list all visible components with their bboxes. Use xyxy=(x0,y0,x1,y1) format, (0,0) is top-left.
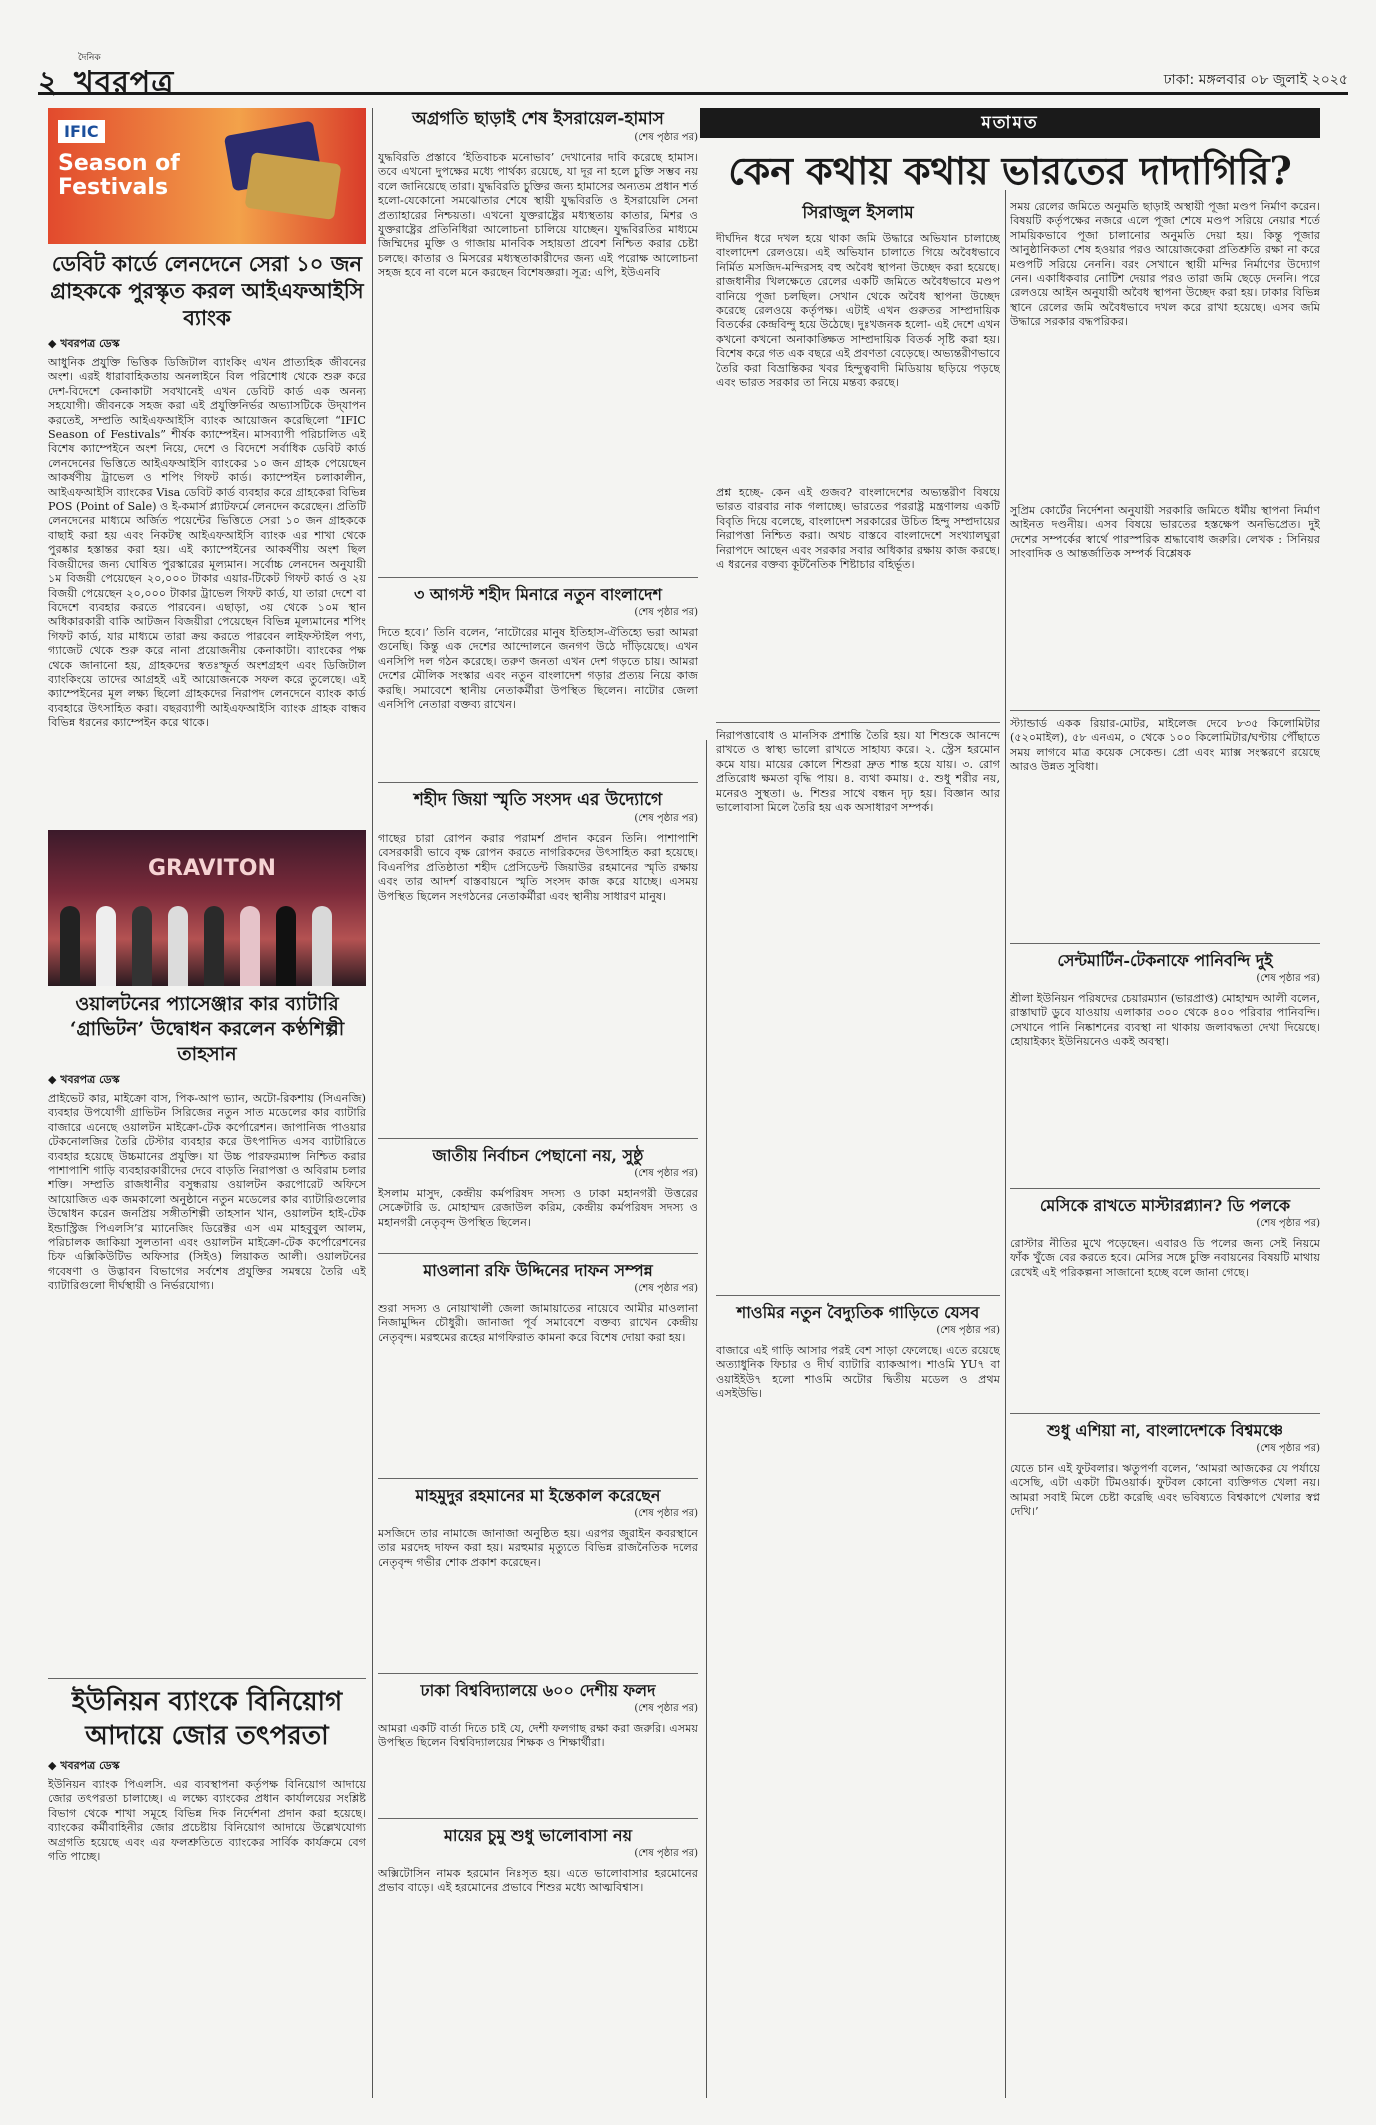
divider xyxy=(378,1818,698,1819)
headline: শুধু এশিয়া না, বাংলাদেশকে বিশ্বমঞ্চে xyxy=(1047,1421,1283,1440)
masthead xyxy=(38,53,1348,100)
continued-label: (শেষ পৃষ্ঠার পর) xyxy=(634,607,698,618)
continued-label: (শেষ পৃষ্ঠার পর) xyxy=(1256,1218,1320,1229)
article-body: রোস্টার নীতির মুখে পড়েছেন। এবারও ডি পলের জন্য সেই নিয়মে ফাঁক খুঁজে বের করতে হবে। মেসির সঙ্গে চুক্তি নবায়নের বিষয়টি মাথায় রেখেই এই পরিকল্পনা সাজানো হচ্ছে বলে জানা গেছে। xyxy=(1010,1237,1320,1279)
column-divider xyxy=(372,108,373,2098)
opinion-column-right xyxy=(1010,200,1320,1612)
article-body: আমরা একটি বার্তা দিতে চাই যে, দেশী ফলগাছ রক্ষা করা জরুরি। এসময় উপস্থিত ছিলেন বিশ্ববিদ্যালয়ের শিক্ষক ও শিক্ষার্থীরা। xyxy=(378,1722,698,1750)
headline: ডেবিট কার্ডে লেনদেনে সেরা ১০ জন গ্রাহককে পুরস্কৃত করল আইএফআইসি ব্যাংক xyxy=(50,251,364,330)
article-body: ইউনিয়ন ব্যাংক পিএলসি. এর ব্যবস্থাপনা কর্তৃপক্ষ বিনিয়োগ আদায়ে জোর তৎপরতা চালাচ্ছে। এ লক্ষ্যে ব্যাংকের প্রধান কার্যালয়ের সংশ্লিষ্ট বিভাগ থেকে শাখা সমূহে বিভিন্ন দিক নির্দেশনা প্রদান করা হয়েছে। ব্যাংকের কর্মীবাহিনীর জোর প্রচেষ্টায় বিনিয়োগ আদায়ে উল্লেখযোগ্য অগ্রগতি হয়েছে এবং এর ফলশ্রুতিতে ব্যাংকের সার্বিক কার্যক্রমে বেগ গতি পাচ্ছে। xyxy=(48,1778,366,1864)
photo-backdrop-text: GRAVITON xyxy=(148,856,276,881)
article-body: প্রাইভেট কার, মাইক্রো বাস, পিক-আপ ভ্যান, অটো-রিকশায় (সিএনজি) ব্যবহার উপযোগী গ্রাভিটন সিরিজের নতুন সাত মডেলের কার ব্যাটারি বাজারে এনেছে ওয়ালটন মাইক্রো-টেক কর্পোরেশন। জাপানিজ পাওয়ার টেকনোলজির তৈরি টেস্টার ব্যবহার করে উৎপাদিত এসব ব্যাটারিতে ব্যবহার হয়েছে উচ্চমানের প্রযুক্তি। যা উচ্চ পারফরম্যান্স নিশ্চিত করার পাশাপাশি গাড়ি ব্যবহারকারীদের দেবে বাড়তি নিরাপত্তা ও অবিরাম চলার শক্তি। সম্প্রতি রাজধানীর বসুন্ধরায় ওয়ালটন করপোরেট অফিসে আয়োজিত এক জমকালো অনুষ্ঠানে নতুন মডেলের কার ব্যাটারিগুলোর উদ্বোধন করেন জনপ্রিয় সঙ্গীতশিল্পী তাহসান খান, ওয়ালটন হাই-টেক ইন্ডাস্ট্রিজ পিএলসি’র ম্যানেজিং ডিরেক্টর এস এম মাহবুবুল আলম, পরিচালক জাকিয়া সুলতানা এবং ওয়ালটন মাইক্রো-টেক কর্পোরেশনের চিফ এক্সিকিউটিভ অফিসার (সিইও) লিয়াকত আলী। ওয়ালটনের গবেষণা ও উদ্ভাবন বিভাগের সর্বশেষ প্রযুক্তির সমন্বয়ে তৈরি এই ব্যাটারিগুলো দীর্ঘস্থায়ী ও নির্ভরযোগ্য। xyxy=(48,1092,366,1293)
article-body: সময় রেলের জমিতে অনুমতি ছাড়াই অস্থায়ী পূজা মণ্ডপ নির্মাণ করেন। বিষয়টি কর্তৃপক্ষের নজরে এলে পূজা শেষে মণ্ডপ সরিয়ে নেয়ার শর্তে সাময়িকভাবে পূজা চালানোর অনুমতি দেয়া হয়। কিন্তু পূজার আনুষ্ঠানিকতা শেষ হওয়ার পরও আয়োজকেরা প্রতিশ্রুতি রক্ষা না করে মণ্ডপটি সরিয়ে নেননি। বরং সেখানে স্থায়ী মন্দির নির্মাণের উদ্যোগ নেন। একাধিকবার নোটিশ দেয়ার পরও তারা জমি ছেড়ে দেননি। পরে রেলওয়ে আইন অনুযায়ী অবৈধ স্থাপনা উচ্ছেদ করা হয়। ঢাকার বিভিন্ন স্থানে রেলের জমি অবৈধভাবে দখল করে রাখা হয়েছে। এসব জমি উদ্ধারে সরকার বদ্ধপরিকর। xyxy=(1010,200,1320,329)
byline: ◆ খবরপত্র ডেস্ক xyxy=(48,1073,120,1086)
headline: ইউনিয়ন ব্যাংকে বিনিয়োগ আদায়ে জোর তৎপরতা xyxy=(71,1687,343,1751)
continued-label: (শেষ পৃষ্ঠার পর) xyxy=(634,1168,698,1179)
headline: জাতীয় নির্বাচন পেছানো নয়, সুষ্ঠু xyxy=(432,1146,644,1165)
continued-label: (শেষ পৃষ্ঠার পর) xyxy=(936,1325,1000,1336)
divider xyxy=(378,782,698,783)
article-body: অক্সিটোসিন নামক হরমোন নিঃসৃত হয়। এতে ভালোবাসার হরমোনের প্রভাব বাড়ে। এই হরমোনের প্রভাবে শিশুর মধ্যে আত্মবিশ্বাস। xyxy=(378,1867,698,1895)
continued-label: (শেষ পৃষ্ঠার পর) xyxy=(1256,973,1320,984)
column-2 xyxy=(378,108,698,1911)
divider xyxy=(378,577,698,578)
continued-label: (শেষ পৃষ্ঠার পর) xyxy=(634,1508,698,1519)
divider xyxy=(1010,1413,1320,1414)
page-number: ২ xyxy=(38,65,58,100)
article-body: সুপ্রিম কোর্টের নির্দেশনা অনুযায়ী সরকারি জমিতে ধর্মীয় স্থাপনা নির্মাণ আইনত দণ্ডনীয়। এসব বিষয়ে ভারতের হস্তক্ষেপ অনভিপ্রেত। দুই দেশের সম্পর্কের স্বার্থে পারস্পরিক শ্রদ্ধাবোধ জরুরি। লেখক : সিনিয়র সাংবাদিক ও আন্তর্জাতিক সম্পর্ক বিশ্লেষক xyxy=(1010,504,1320,561)
headline: সেন্টমার্টিন-টেকনাফে পানিবন্দি দুই xyxy=(1057,951,1273,970)
article-body: স্ট্যান্ডার্ড একক রিয়ার-মোটর, মাইলেজ দেবে ৮৩৫ কিলোমিটার (৫২০মাইল), ৫৮ এনএম, ০ থেকে ১০০ কিলোমিটার/ঘণ্টায় পৌঁছাতে সময় লাগবে মাত্র কয়েক সেকেন্ড। প্রো এবং ম্যাক্স সংস্করণে রয়েছে আরও উন্নত সুবিধা। xyxy=(1010,717,1320,774)
continued-label: (শেষ পৃষ্ঠার পর) xyxy=(634,1848,698,1859)
article-body: যেতে চান এই ফুটবলার। ঋতুপর্ণা বলেন, ‘আমরা আজকের যে পর্যায়ে এসেছি, এটা একটা টিমওয়ার্ক। ফুটবল কোনো ব্যক্তিগত খেলা নয়। আমরা সবাই মিলে চেষ্টা করেছি এবং ভবিষ্যতে বিশ্বকাপে খেলার স্বপ্ন দেখি।’ xyxy=(1010,1462,1320,1519)
headline: ৩ আগস্ট শহীদ মিনারে নতুন বাংলাদেশ xyxy=(413,585,663,604)
issue-date: ঢাকা: মঙ্গলবার ০৮ জুলাই ২০২৫ xyxy=(1163,72,1348,88)
article-body: বাজারে এই গাড়ি আসার পরই বেশ সাড়া ফেলেছে। এতে রয়েছে অত্যাধুনিক ফিচার ও দীর্ঘ ব্যাটারি ব্যাকআপ। শাওমি YU৭ বা ওয়াইইউ৭ হলো শাওমি অটোর দ্বিতীয় মডেল ও প্রথম এসইউভি। xyxy=(716,1344,1000,1401)
divider xyxy=(1010,943,1320,944)
headline: মেসিকে রাখতে মাস্টারপ্ল্যান? ডি পলকে xyxy=(1039,1196,1291,1215)
article-body: গাছের চারা রোপন করার পরামর্শ প্রদান করেন তিনি। পাশাপাশি বেসরকারী ভাবে বৃক্ষ রোপন করতে নাগরিকদের উৎসাহিত করা হয়েছে। বিএনপির প্রতিষ্ঠাতা শহীদ প্রেসিডেন্ট জিয়াউর রহমানের স্মৃতি রক্ষায় এবং তার আদর্শ বাস্তবায়নে স্মৃতি সংসদ কাজ করে যাচ্ছে। এসময় উপস্থিত ছিলেন সংগঠনের নেতাকর্মীরা এবং স্থানীয় সাধারণ মানুষ। xyxy=(378,832,698,903)
divider xyxy=(48,1678,366,1679)
headline: মাওলানা রফি উদ্দিনের দাফন সম্পন্ন xyxy=(423,1261,653,1280)
column-divider xyxy=(1005,190,1006,2098)
divider xyxy=(378,1478,698,1479)
ific-logo: IFIC xyxy=(58,120,105,143)
person-figure xyxy=(276,906,296,986)
continued-label: (শেষ পৃষ্ঠার পর) xyxy=(634,132,698,143)
opinion-author: সিরাজুল ইসলাম xyxy=(802,203,914,223)
debit-card-image xyxy=(245,152,342,220)
person-figure xyxy=(60,906,80,986)
article-body: দিতে হবে।’ তিনি বলেন, ‘নাটোরের মানুষ ইতিহাস-ঐতিহ্যে ভরা আমরা গুনেছি। কিন্তু এক দেশের আন্দোলনে জনগণ উঠে দাঁড়িয়েছে। এখন এনসিপি দল গঠন করেছে। তরুণ জনতা এখন দেশ গড়তে চায়। আমরা দেশের মৌলিক সংস্কার এবং নতুন বাংলাদেশ গড়ার প্রত্যয় নিয়ে কাজ করছি। সমাবেশে স্থানীয় নেতাকর্মীরা উপস্থিত ছিলেন। নাটোর জেলা এনসিপি নেতারা বক্তব্য রাখেন। xyxy=(378,626,698,712)
event-photo xyxy=(48,830,366,986)
person-figure xyxy=(204,906,224,986)
headline: মায়ের চুমু শুধু ভালোবাসা নয় xyxy=(443,1826,632,1845)
byline: ◆ খবরপত্র ডেস্ক xyxy=(48,1759,120,1772)
person-figure xyxy=(132,906,152,986)
headline: ওয়ালটনের প্যাসেঞ্জার কার ব্যাটারি ‘গ্রাভিটন’ উদ্বোধন করলেন কণ্ঠশিল্পী তাহসান xyxy=(69,993,345,1065)
article-body: দীর্ঘদিন ধরে দখল হয়ে থাকা জমি উদ্ধারে অভিযান চালাচ্ছে বাংলাদেশ রেলওয়ে। এই অভিযান চালাতে গিয়ে অবৈধভাবে নির্মিত মসজিদ-মন্দিরসহ বহু অবৈধ স্থাপনা উচ্ছেদ করা হয়েছে। রাজধানীর খিলক্ষেতে রেলের একটি জমিতে অবৈধভাবে মণ্ডপ বানিয়ে পূজা চলছিল। সেখান থেকে অবৈধ স্থাপনা উচ্ছেদ করেছে রেলওয়ে কর্তৃপক্ষ। এটাই এখন গুরুতর সাম্প্রদায়িক বিতর্কের কেন্দ্রবিন্দু হয়ে উঠেছে। দুঃখজনক হলো- এই দেশে এখন কখনো কখনো অনাকাঙ্ক্ষিত সাম্প্রদায়িক বিতর্ক সৃষ্টি করা হয়। বিশেষ করে গত এক বছরে এই প্রবণতা বেড়েছে। অভ্যন্তরীণভাবে তৈরি করা বিভ্রান্তিকর খবর হিন্দুত্ববাদী মিডিয়ায় ছড়িয়ে পড়ছে এবং ভারত সরকার তা নিয়ে মন্তব্য করছে। xyxy=(716,232,1000,390)
column-1 xyxy=(48,108,366,1888)
headline: ঢাকা বিশ্ববিদ্যালয়ে ৬০০ দেশীয় ফলদ xyxy=(420,1681,656,1700)
banner-title: Season of Festivals xyxy=(58,151,180,200)
opinion-column-left xyxy=(716,200,1000,1624)
divider xyxy=(716,722,1000,723)
headline: মাহমুদুর রহমানের মা ইন্তেকাল করেছেন xyxy=(415,1486,661,1505)
divider xyxy=(1010,1188,1320,1189)
divider xyxy=(378,1138,698,1139)
divider xyxy=(1010,710,1320,711)
article-body: নিরাপত্তাবোধ ও মানসিক প্রশান্তি তৈরি হয়। যা শিশুকে আনন্দে রাখতে ও স্বাস্থ্য ভালো রাখতে সাহায্য করে। ২. স্ট্রেস হরমোন কমে যায়। মায়ের কোলে শিশুরা দ্রুত শান্ত হয়ে যায়। ৩. রোগ প্রতিরোধ ক্ষমতা বৃদ্ধি পায়। ৪. ব্যথা কমায়। ৫. শুধু শরীর নয়, মনেরও সুস্থতা। ৬. শিশুর সাথে বন্ধন দৃঢ় হয়। বিজ্ঞান আর ভালোবাসা মিলে তৈরি হয় এক অসাধারণ সম্পর্ক। xyxy=(716,729,1000,815)
article-body: প্রশ্ন হচ্ছে- কেন এই গুজব? বাংলাদেশের অভ্যন্তরীণ বিষয়ে ভারত বারবার নাক গলাচ্ছে। ভারতের পররাষ্ট্র মন্ত্রণালয় একটি বিবৃতি দিয়ে বলেছে, বাংলাদেশ সরকারের উচিত হিন্দু সম্প্রদায়ের নিরাপত্তা নিশ্চিত করা। অথচ বাস্তবে বাংলাদেশে সংখ্যালঘুরা নিরাপদে আছেন এবং সরকার সবার অধিকার রক্ষায় কাজ করছে। এ ধরনের বক্তব্য কূটনৈতিক শিষ্টাচার বহির্ভূত। xyxy=(716,486,1000,572)
person-figure xyxy=(96,906,116,986)
person-figure xyxy=(312,906,332,986)
article-body: যুদ্ধবিরতি প্রস্তাবে ‘ইতিবাচক মনোভাব’ দেখানোর দাবি করেছে হামাস। তবে এখনো দুপক্ষের মধ্যে পার্থক্য রয়েছে, যা দূর না হলে চুক্তি সম্ভব নয় বলে জানিয়েছে তারা। যুদ্ধবিরতি চুক্তির জন্য হামাসের অন্যতম প্রধান শর্ত হলো-যেকোনো সমঝোতার শেষে স্থায়ী যুদ্ধবিরতি ও ইসরায়েলি সেনা প্রত্যাহারের নিশ্চয়তা। এখনো যুক্তরাষ্ট্রের মধ্যস্থতায় কাতার, মিশর ও যুক্তরাষ্ট্রের প্রতিনিধিরা আলোচনা চালিয়ে যাচ্ছেন। যুদ্ধবিরতির মাধ্যমে জিম্মিদের মুক্তি ও গাজায় মানবিক সহায়তা প্রবেশ নিশ্চিত করার চেষ্টা চলছে। কাতার ও মিসরের মধ্যস্থতাকারীদের জন্য এই পরোক্ষ আলোচনা সহজ হবে না বলে মনে করছেন বিশেষজ্ঞরা। সূত্র: এপি, ইউএনবি xyxy=(378,151,698,280)
continued-label: (শেষ পৃষ্ঠার পর) xyxy=(1256,1443,1320,1454)
continued-label: (শেষ পৃষ্ঠার পর) xyxy=(634,1283,698,1294)
article-body: মসজিদে তার নামাজে জানাজা অনুষ্ঠিত হয়। এরপর জুরাইন কবরস্থানে তার মরদেহ দাফন করা হয়। মরহুমার মৃত্যুতে বিভিন্ন রাজনৈতিক দলের নেতৃবৃন্দ গভীর শোক প্রকাশ করেছেন। xyxy=(378,1527,698,1569)
newspaper-logo: খবরপত্র xyxy=(74,65,175,100)
continued-label: (শেষ পৃষ্ঠার পর) xyxy=(634,1703,698,1714)
article-body: ইসলাম মাসুদ, কেন্দ্রীয় কর্মপরিষদ সদস্য ও ঢাকা মহানগরী উত্তরের সেক্রেটারি ড. মোহাম্মদ রেজাউল করিম, কেন্দ্রীয় কর্মপরিষদ সদস্য ও মহানগরী নেতৃবৃন্দ উপস্থিত ছিলেন। xyxy=(378,1187,698,1229)
person-figure xyxy=(168,906,188,986)
divider xyxy=(378,1253,698,1254)
column-divider xyxy=(706,740,707,2098)
byline: ◆ খবরপত্র ডেস্ক xyxy=(48,337,120,350)
section-header-opinion: মতামত xyxy=(700,108,1320,138)
divider xyxy=(378,1673,698,1674)
headline: অগ্রগতি ছাড়াই শেষ ইসরায়েল-হামাস xyxy=(412,109,664,129)
person-figure xyxy=(240,906,260,986)
headline: শাওমির নতুন বৈদ্যুতিক গাড়িতে যেসব xyxy=(736,1303,980,1322)
article-body: আধুনিক প্রযুক্তি ভিত্তিক ডিজিটাল ব্যাংকিং এখন প্রাত্যহিক জীবনের অংশ। এরই ধারাবাহিকতায় অনলাইনে বিল পরিশোধ থেকে শুরু করে দেশ-বিদেশে কেনাকাটা সবখানেই এখন ডেবিট কার্ড এক অনন্য সহযোগী। জীবনকে সহজ করা এই প্রযুক্তিনির্ভর অভ্যাসটিকে উদ্‌যাপন করতেই, সম্প্রতি আইএফআইসি ব্যাংক আয়োজন করেছিলো “IFIC Season of Festivals” শীর্ষক ক্যাম্পেইন। মাসব্যাপী পরিচালিত এই বিশেষ ক্যাম্পেইনে অংশ নিয়ে, দেশে ও বিদেশে সর্বাধিক ডেবিট কার্ড লেনদেনের ভিত্তিতে আইএফআইসি ব্যাংকের ১০ জন গ্রাহক পেয়েছেন আকর্ষণীয় ট্রাভেল ও শপিং গিফট কার্ড। ক্যাম্পেইন চলাকালীন, আইএফআইসি ব্যাংকের Visa ডেবিট কার্ড ব্যবহার করে গ্রাহকেরা বিভিন্ন POS (Point of Sale) ও ই-কমার্স প্ল্যাটফর্মে লেনদেন করেছেন। প্রতিটি লেনদেনের মাধ্যমে অর্জিত পয়েন্টের ভিত্তিতে সেরা ১০ জন গ্রাহককে বাছাই করা হয় এবং নিকটস্থ আইএফআইসি ব্যাংক এর শাখা থেকে পুরষ্কার হস্তান্তর করা হয়। এই ক্যাম্পেইনের আকর্ষণীয় অংশ ছিল বিজয়ীদের জন্য ঘোষিত পুরস্কারের মূল্যমান। সর্বোচ্চ লেনদেন অনুযায়ী ১ম বিজয়ী পেয়েছেন ২০,০০০ টাকার এয়ার-টিকেট গিফট কার্ড ও ২য় বিজয়ী পেয়েছেন ২০,০০০ টাকার ট্রাভেল গিফট কার্ড, যা তারা দেশে বা বিদেশে ব্যবহার করতে পারবেন। এছাড়া, ৩য় থেকে ১০ম স্থান অধিকারকারী বাকি আটজন বিজয়ীরা পেয়েছেন বিভিন্ন মূল্যমানের শপিং গিফট কার্ড, যার মাধ্যমে তারা ক্রয় করতে পারবেন লাইফস্টাইল পণ্য, গ্যাজেট থেকে শুরু করে নানা প্রয়োজনীয় কেনাকাটা। ব্যাংকের পক্ষ থেকে জানানো হয়, গ্রাহকদের স্বতঃস্ফূর্ত অংশগ্রহণ এবং ডিজিটাল ব্যাংকিংয়ে তাদের আগ্রহই এই আয়োজনকে সফল করে তুলেছে। এই ক্যাম্পেইনের মূল লক্ষ্য ছিলো গ্রাহকদের নিরাপদ লেনদেনে ব্যাংক কার্ড ব্যবহারে উৎসাহিত করা। বছরব্যাপী আইএফআইসি ব্যাংক গ্রাহক বান্ধব বিভিন্ন ধরনের ক্যাম্পেইন করে থাকে। xyxy=(48,356,366,730)
continued-label: (শেষ পৃষ্ঠার পর) xyxy=(634,813,698,824)
headline: শহীদ জিয়া স্মৃতি সংসদ এর উদ্যোগে xyxy=(413,790,663,810)
ific-advertisement-banner xyxy=(48,108,366,244)
article-body: শুরা সদস্য ও নোয়াখালী জেলা জামায়াতের নায়েবে আমীর মাওলানা নিজামুদ্দিন চৌধুরী। জানাজা পূর্ব সমাবেশে বক্তব্য রাখেন কেন্দ্রীয় নেতৃবৃন্দ। মরহুমের রূহের মাগফিরাত কামনা করে বিশেষ দোয়া করা হয়। xyxy=(378,1302,698,1344)
divider xyxy=(716,1295,1000,1296)
opinion-headline: কেন কথায় কথায় ভারতের দাদাগিরি? xyxy=(728,148,1292,193)
article-body: শ্রীলা ইউনিয়ন পরিষদের চেয়ারম্যান (ভারপ্রাপ্ত) মোহাম্মদ আলী বলেন, রাস্তাঘাট ডুবে যাওয়ায় এলাকার ৩০০ থেকে ৪০০ পরিবার পানিবন্দি। সেখানে পানি নিষ্কাশনের ব্যবস্থা না থাকায় জলাবদ্ধতা দেখা দিয়েছে। হোয়াইক্যং ইউনিয়নেও একই অবস্থা। xyxy=(1010,992,1320,1049)
masthead-daily: দৈনিক xyxy=(78,53,101,63)
